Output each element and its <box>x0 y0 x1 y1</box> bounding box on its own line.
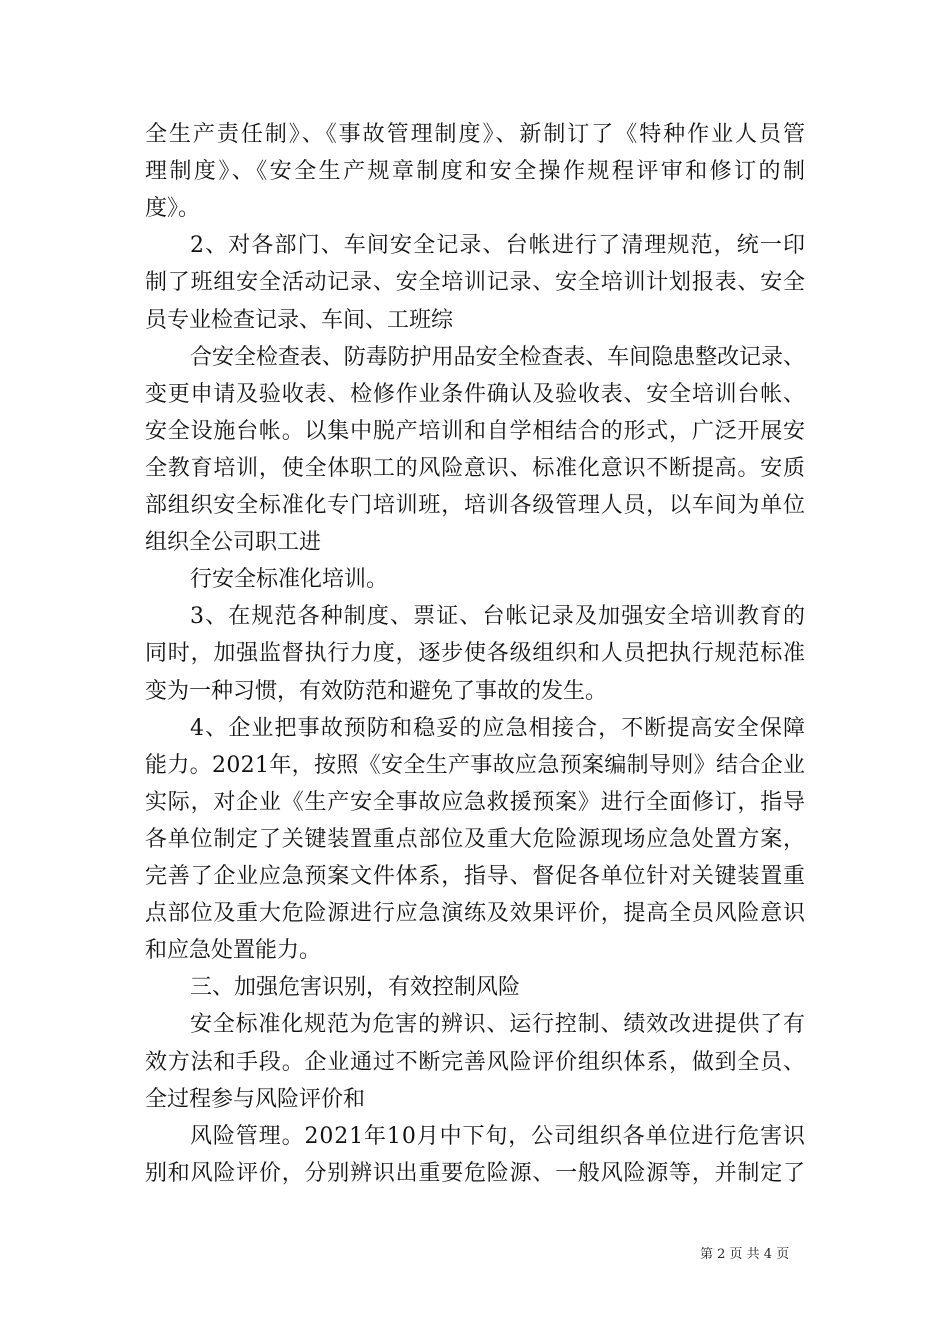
text-line: 三、加强危害识别，有效控制风险 <box>190 975 521 1001</box>
text-line: 3、在规范各种制度、票证、台帐记录及加强安全培训教育的 <box>190 604 807 630</box>
text-line: 完善了企业应急预案文件体系，指导、督促各单位针对关键装置重 <box>145 864 806 889</box>
text-line: 实际，对企业《生产安全事故应急救援预案》进行全面修订，指导 <box>145 789 806 815</box>
text-line: 点部位及重大危险源进行应急演练及效果评价，提高全员风险意识 <box>145 901 806 927</box>
text-line: 制了班组安全活动记录、安全培训记录、安全培训计划报表、安全 <box>145 270 806 296</box>
text-line: 部组织安全标准化专门培训班，培训各级管理人员，以车间为单位 <box>145 493 806 518</box>
text-line: 风险管理。2021年10月中下旬，公司组织各单位进行危害识 <box>190 1123 806 1149</box>
text-line: 组织全公司职工进 <box>145 530 322 556</box>
text-line: 合安全检查表、防毒防护用品安全检查表、车间隐患整改记录、 <box>190 344 805 370</box>
page-number-footer: 第 2 页 共 4 页 <box>700 1247 790 1262</box>
text-line: 变为一种习惯，有效防范和避免了事故的发生。 <box>145 678 608 704</box>
text-line: 变更申请及验收表、检修作业条件确认及验收表、安全培训台帐、 <box>145 381 806 407</box>
text-line: 同时，加强监督执行力度，逐步使各级组织和人员把执行规范标准 <box>145 641 806 667</box>
text-line: 别和风险评价，分别辨识出重要危险源、一般风险源等，并制定了 <box>145 1160 806 1186</box>
text-line: 员专业检查记录、车间、工班综 <box>145 307 454 333</box>
text-line: 安全标准化规范为危害的辨识、运行控制、绩效改进提供了有 <box>190 1012 806 1038</box>
text-line: 各单位制定了关键装置重点部位及重大危险源现场应急处置方案， <box>145 826 806 852</box>
text-line: 效方法和手段。企业通过不断完善风险评价组织体系，做到全员、 <box>145 1049 806 1075</box>
text-line: 行安全标准化培训。 <box>190 567 389 593</box>
text-line: 度》。 <box>145 196 201 222</box>
text-line: 理制度》、《安全生产规章制度和安全操作规程评审和修订的制 <box>145 159 808 185</box>
text-line: 和应急处置能力。 <box>145 938 322 964</box>
text-line: 能力。2021年，按照《安全生产事故应急预案编制导则》结合企业 <box>145 752 806 778</box>
text-line: 全生产责任制》、《事故管理制度》、新制订了《特种作业人员管 <box>145 122 807 147</box>
text-line: 全过程参与风险评价和 <box>145 1086 366 1112</box>
text-line: 安全设施台帐。以集中脱产培训和自学相结合的形式，广泛开展安 <box>145 418 806 444</box>
text-line: 2、对各部门、车间安全记录、台帐进行了清理规范，统一印 <box>190 233 807 259</box>
text-line: 全教育培训，使全体职工的风险意识、标准化意识不断提高。安质 <box>145 455 806 481</box>
text-line: 4、企业把事故预防和稳妥的应急相接合，不断提高安全保障 <box>190 715 807 741</box>
